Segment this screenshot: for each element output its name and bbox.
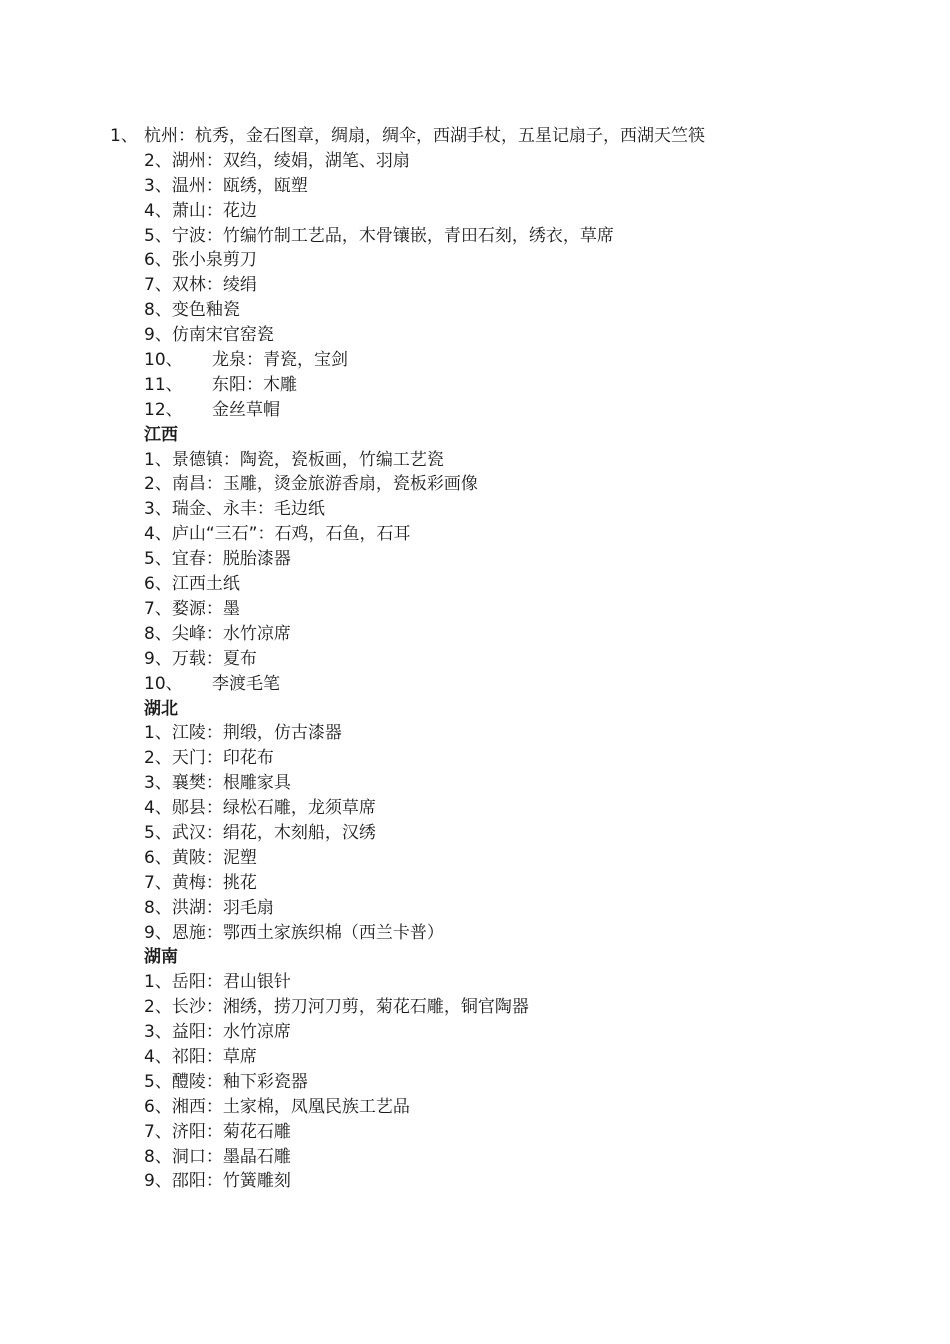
list-item: [144, 547, 824, 572]
list-item-number: 9、: [144, 1171, 172, 1192]
document-page: [110, 124, 824, 1194]
list-item: [144, 572, 824, 597]
list-item-text: 醴陵：釉下彩瓷器: [171, 1071, 308, 1092]
list-item-number: 4、: [144, 524, 172, 545]
list-item-text: 尖峰：水竹凉席: [171, 623, 291, 644]
list-item-number: 10、: [144, 350, 183, 371]
list-item-number: 1、: [144, 723, 172, 744]
list-item: [144, 1095, 824, 1120]
list-item: [144, 796, 824, 821]
zhejiang-list: [110, 124, 824, 423]
list-item-number: 4、: [144, 200, 172, 221]
list-item-text: 长沙：湘绣，捞刀河刀剪，菊花石雕，铜官陶器: [171, 997, 529, 1018]
list-item: [144, 672, 824, 697]
list-item: [144, 622, 824, 647]
section-heading-jiangxi: 江西: [144, 424, 178, 445]
list-item-number: 9、: [144, 648, 172, 669]
list-item: [144, 1145, 824, 1170]
list-item: [144, 273, 824, 298]
list-item-text: 变色釉瓷: [171, 300, 240, 321]
list-item-number: 3、: [144, 1022, 172, 1043]
list-item: [144, 1070, 824, 1095]
list-item-number: 9、: [144, 325, 172, 346]
list-item: [144, 149, 824, 174]
list-item: [144, 298, 824, 323]
list-item-number: 9、: [144, 922, 172, 943]
list-item-text: 江西土纸: [171, 574, 240, 595]
list-item-text: 杭州：杭秀，金石图章，绸扇，绸伞，西湖手杖，五星记扇子，西湖天竺筷: [144, 126, 705, 146]
list-item-number: 3、: [144, 773, 172, 794]
list-item-text: 宁波：竹编竹制工艺品，木骨镶嵌，青田石刻，绣衣，草席: [171, 225, 614, 246]
list-item: [144, 348, 824, 373]
list-item: [144, 522, 824, 547]
list-item-text: 益阳：水竹凉席: [171, 1022, 291, 1043]
list-item: [144, 1020, 824, 1045]
list-item: [144, 746, 824, 771]
list-item: [144, 597, 824, 622]
list-item-number: 8、: [144, 1146, 172, 1167]
list-item-number: 4、: [144, 1046, 172, 1067]
section-heading-hunan: 湖南: [144, 947, 178, 968]
list-item-number: 5、: [144, 549, 172, 570]
list-item-text: 黄梅：挑花: [171, 872, 257, 893]
list-item-text: 湘西：土家棉，凤凰民族工艺品: [171, 1096, 410, 1117]
list-item-text: 襄樊：根雕家具: [171, 773, 291, 794]
list-item: [144, 647, 824, 672]
list-item-text: 湖州：双绉，绫娟，湖笔、羽扇: [171, 150, 410, 171]
list-item: [144, 846, 824, 871]
list-item-number: 5、: [144, 1071, 172, 1092]
list-item-number: 3、: [144, 175, 172, 196]
list-item: [144, 871, 824, 896]
list-item-number: 5、: [144, 822, 172, 843]
list-item: [144, 497, 824, 522]
list-item: [144, 1045, 824, 1070]
list-item: [144, 896, 824, 921]
list-item: [144, 771, 824, 796]
list-item-text: 金丝草帽: [212, 399, 280, 420]
list-item: [144, 472, 824, 497]
list-item-number: 8、: [144, 897, 172, 918]
list-item-number: 5、: [144, 225, 172, 246]
list-item-number: 8、: [144, 623, 172, 644]
list-item-number: 2、: [144, 997, 172, 1018]
list-item-text: 东阳：木雕: [212, 374, 297, 395]
hubei-list: [144, 721, 824, 945]
list-item-number: 3、: [144, 499, 172, 520]
list-item-number: 6、: [144, 1096, 172, 1117]
list-item: [144, 199, 824, 224]
list-item-number: 7、: [144, 1121, 172, 1142]
list-item-number: 2、: [144, 748, 172, 769]
list-item: 1、 杭州：杭秀，金石图章，绸扇，绸伞，西湖手杖，五星记扇子，西湖天竺筷: [110, 126, 705, 146]
section-heading-hubei: 湖北: [144, 698, 178, 719]
list-item-number: 7、: [144, 275, 172, 296]
list-item: [144, 174, 824, 199]
list-item-text: 郧县：绿松石雕，龙须草席: [171, 798, 376, 819]
list-item: [144, 1120, 824, 1145]
list-item-text: 邵阳：竹簧雕刻: [171, 1171, 291, 1192]
list-item-number: 1、: [144, 972, 172, 993]
list-item-number: 4、: [144, 798, 172, 819]
list-item-text: 万载：夏布: [171, 648, 257, 669]
list-item-number: 6、: [144, 847, 172, 868]
list-item-text: 张小泉剪刀: [171, 250, 257, 271]
list-item-number: 11、: [144, 374, 183, 395]
list-item-text: 景德镇：陶瓷，瓷板画，竹编工艺瓷: [171, 449, 444, 470]
list-item-text: 宜春：脱胎漆器: [171, 549, 291, 570]
list-item-number: 6、: [144, 574, 172, 595]
list-item: [144, 1169, 824, 1194]
list-item: [144, 821, 824, 846]
list-item-text: 洪湖：羽毛扇: [171, 897, 274, 918]
list-item-text: 李渡毛笔: [212, 673, 280, 694]
list-item: [144, 995, 824, 1020]
list-item-text: 恩施：鄂西土家族织棉（西兰卡普）: [171, 922, 444, 943]
list-item: [144, 970, 824, 995]
list-item-number: 2、: [144, 474, 172, 495]
list-item-text: 江陵：荆缎，仿古漆器: [171, 723, 342, 744]
list-item-number: 6、: [144, 250, 172, 271]
list-item-text: 温州：瓯绣，瓯塑: [171, 175, 308, 196]
list-item: [144, 248, 824, 273]
list-item-text: 龙泉：青瓷，宝剑: [212, 350, 348, 371]
list-item: [144, 224, 824, 249]
list-item-text: 济阳：菊花石雕: [171, 1121, 291, 1142]
list-item-number: 2、: [144, 150, 172, 171]
list-item-text: 岳阳：君山银针: [171, 972, 291, 993]
list-item-text: 武汉：绢花，木刻船，汉绣: [171, 822, 376, 843]
list-item: [144, 448, 824, 473]
list-item: [144, 373, 824, 398]
list-item: [144, 323, 824, 348]
list-item: [144, 721, 824, 746]
hunan-list: [144, 970, 824, 1194]
list-item-number: 1、: [144, 449, 172, 470]
list-item-number: 7、: [144, 598, 172, 619]
list-item-text: 庐山“三石”：石鸡，石鱼，石耳: [171, 524, 411, 545]
list-item-text: 瑞金、永丰：毛边纸: [171, 499, 325, 520]
list-item-text: 仿南宋官窑瓷: [171, 325, 274, 346]
list-item-number: 12、: [144, 399, 183, 420]
list-item-text: 萧山：花边: [171, 200, 257, 221]
list-item: [144, 921, 824, 946]
list-item-number: 7、: [144, 872, 172, 893]
list-item-text: 双林：绫绢: [171, 275, 257, 296]
list-item-number: 8、: [144, 300, 172, 321]
list-item-number: 10、: [144, 673, 183, 694]
list-item: [144, 398, 824, 423]
list-item-text: 婺源：墨: [171, 598, 240, 619]
list-item-text: 南昌：玉雕，烫金旅游香扇，瓷板彩画像: [171, 474, 478, 495]
list-item-text: 黄陂：泥塑: [171, 847, 257, 868]
list-item-text: 天门：印花布: [171, 748, 274, 769]
list-item-text: 洞口：墨晶石雕: [171, 1146, 291, 1167]
jiangxi-list: [144, 448, 824, 697]
list-item-text: 祁阳：草席: [171, 1046, 257, 1067]
